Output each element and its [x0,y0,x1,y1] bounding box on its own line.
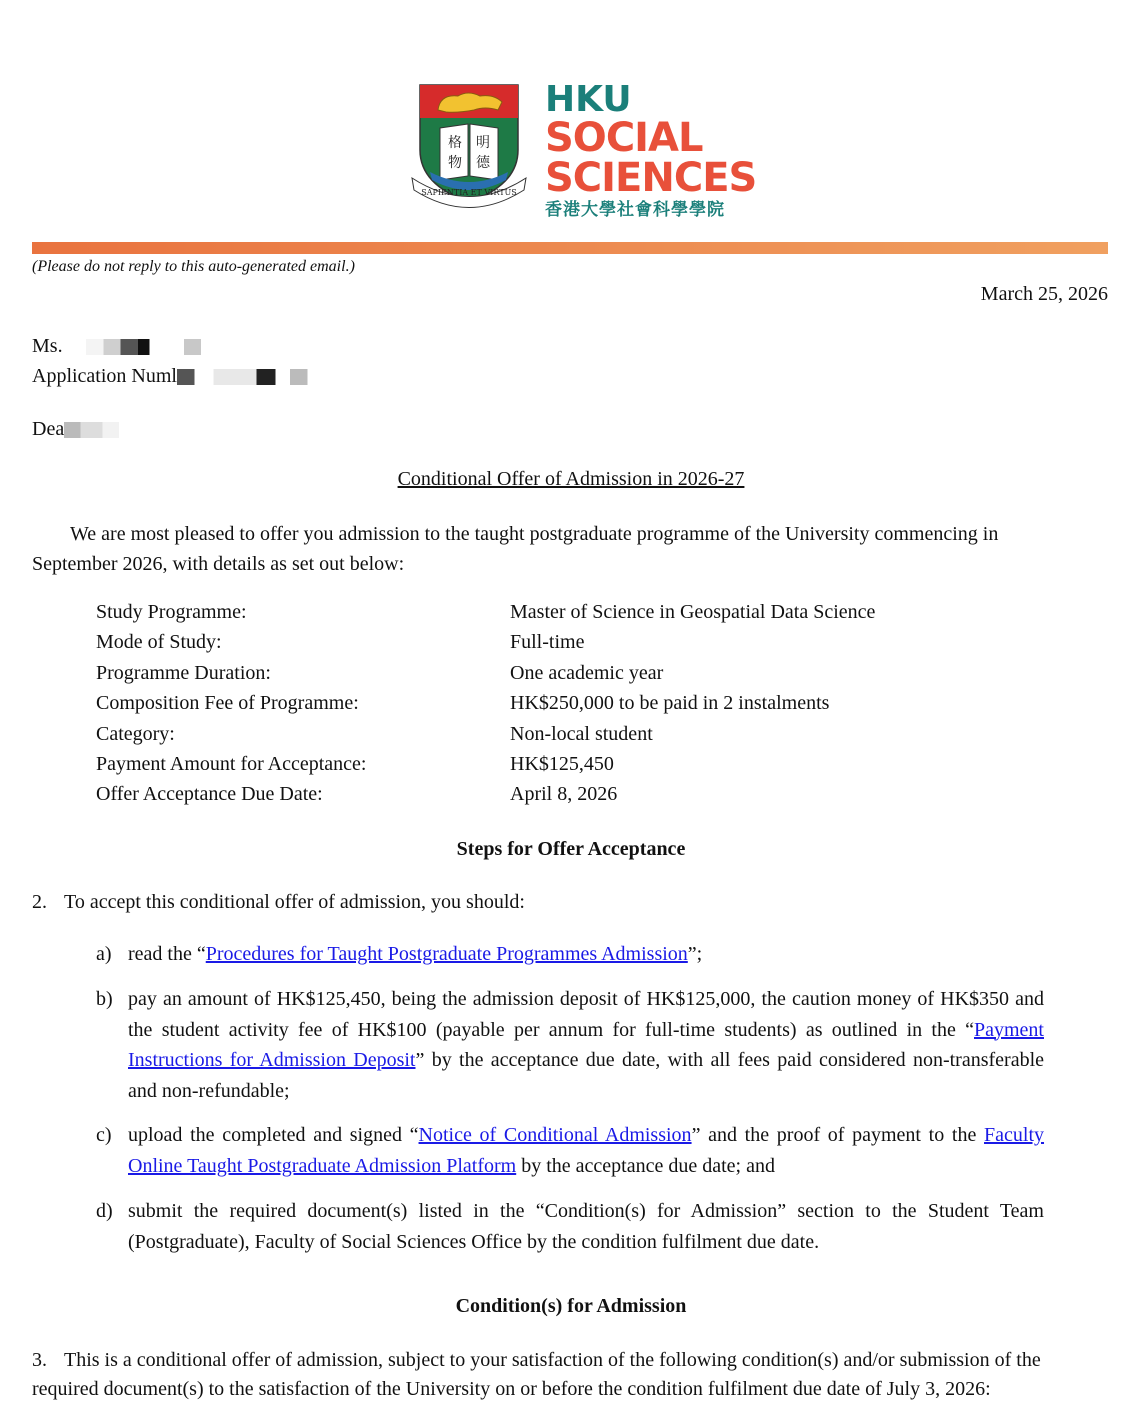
crest-char-4: 德 [476,155,490,171]
step-letter: d) [96,1200,113,1222]
no-reply-notice: (Please do not reply to this auto-generated email.) [32,258,355,275]
header-divider [32,242,1108,254]
step-letter: c) [96,1124,112,1146]
detail-row [96,783,875,813]
step-text [128,984,1044,1106]
step-text-part: ” and the proof of payment to the [691,1124,985,1146]
faculty-logo [410,79,757,220]
dear-label: Dea [32,418,65,440]
step-text: submit the required document(s) listed in the “Condition(s) for Admission” section to the Student Team (Postgraduate), Faculty of Social Sciences Office by the condition fulfilment due date. [128,1200,1044,1253]
step-letter: a) [96,943,112,965]
steps-heading: Steps for Offer Acceptance [456,838,686,860]
detail-value: Full-time [510,631,585,654]
detail-value: Non-local student [510,722,653,745]
detail-label: Category: [96,722,175,745]
application-label: Application Numl [32,365,177,387]
step-text [128,1120,1044,1181]
detail-value: Master of Science in Geospatial Data Science [510,601,876,623]
detail-row [96,631,875,661]
step-d [96,1196,1044,1257]
step-text-part: by the acceptance due date; and [516,1154,775,1177]
detail-value: HK$125,450 [510,752,614,775]
detail-value: One academic year [510,661,664,684]
conditions-heading: Condition(s) for Admission [455,1295,687,1317]
paragraph-number: 2. [32,891,47,913]
detail-value: April 8, 2026 [510,783,618,806]
step-a [96,939,1044,970]
notice-of-admission-link[interactable]: Notice of Conditional Admission [418,1124,692,1146]
conditions-text: This is a conditional offer of admission, subject to your satisfaction of the following condition(s) and/or submission of the [64,1349,1041,1371]
detail-value: HK$250,000 to be paid in 2 instalments [510,692,830,715]
brand-social: SOCIAL [545,115,703,161]
detail-row [96,723,875,753]
brand-sciences: SCIENCES [545,155,757,201]
steps-lead-text: To accept this conditional offer of admission, you should: [64,891,525,913]
intro-paragraph: We are most pleased to offer you admission to the taught postgraduate programme of the University commencing in September 2026, with details as set out below: [32,523,999,575]
salutation [32,418,119,441]
detail-label: Offer Acceptance Due Date: [96,783,323,806]
detail-row [96,692,875,722]
admission-platform-link[interactable]: Faculty Online Taught Postgraduate Admission Platform [128,1124,1045,1177]
step-c [96,1120,1044,1181]
procedures-link[interactable]: Procedures for Taught Postgraduate Programmes Admission [205,943,688,965]
detail-row [96,601,875,631]
step-letter: b) [96,988,113,1010]
steps-lead [32,887,525,917]
conditions-text-continued: required document(s) to the satisfaction of the University on or before the condition fulfilment due date of July 3, 2026: [32,1378,991,1400]
step-text-part: read the “ [128,943,206,965]
letter-title: Conditional Offer of Admission in 2026-27 [397,468,745,490]
brand-hku: HKU [545,79,632,120]
crest-char-3: 物 [448,155,462,171]
detail-label: Programme Duration: [96,661,271,684]
step-text [128,939,1044,970]
detail-row [96,753,875,783]
redacted-application-number [177,369,322,385]
detail-label: Study Programme: [96,601,247,623]
conditions-paragraph [32,1345,1041,1375]
detail-row [96,662,875,692]
offer-details-table [96,601,875,814]
crest-char-1: 格 [448,135,462,151]
faculty-wordmark [545,79,757,220]
step-text-part: pay an amount of HK$125,450, being the admission deposit of HK$125,000, the caution money of HK$350 and the student activity fee of HK$100 (payable per annum for full-time students) as outlined in the “ [128,988,1044,1041]
detail-label: Composition Fee of Programme: [96,692,359,715]
crest-motto: SAPIENTIA ET VIRTUS [421,188,517,197]
payment-instructions-link[interactable]: Payment Instructions for Admission Deposit [128,1018,1044,1071]
crest-char-2: 明 [476,135,490,151]
step-b [96,984,1044,1106]
salutation-prefix: Ms. [32,335,63,357]
paragraph-number: 3. [32,1349,47,1371]
detail-label: Payment Amount for Acceptance: [96,752,367,775]
step-text-part: ”; [687,943,703,965]
step-text-part: upload the completed and signed “ [128,1124,419,1146]
redacted-name [86,339,201,355]
letter-date: March 25, 2026 [980,283,1108,305]
detail-label: Mode of Study: [96,631,222,654]
brand-chinese-name: 香港大學社會科學學院 [545,200,725,220]
step-text-part: ” by the acceptance due date, with all fees paid considered non-transferable and non-refundable; [128,1049,1045,1102]
redacted-salutation-name [64,422,119,438]
application-number [32,365,322,388]
recipient-name [32,335,201,358]
